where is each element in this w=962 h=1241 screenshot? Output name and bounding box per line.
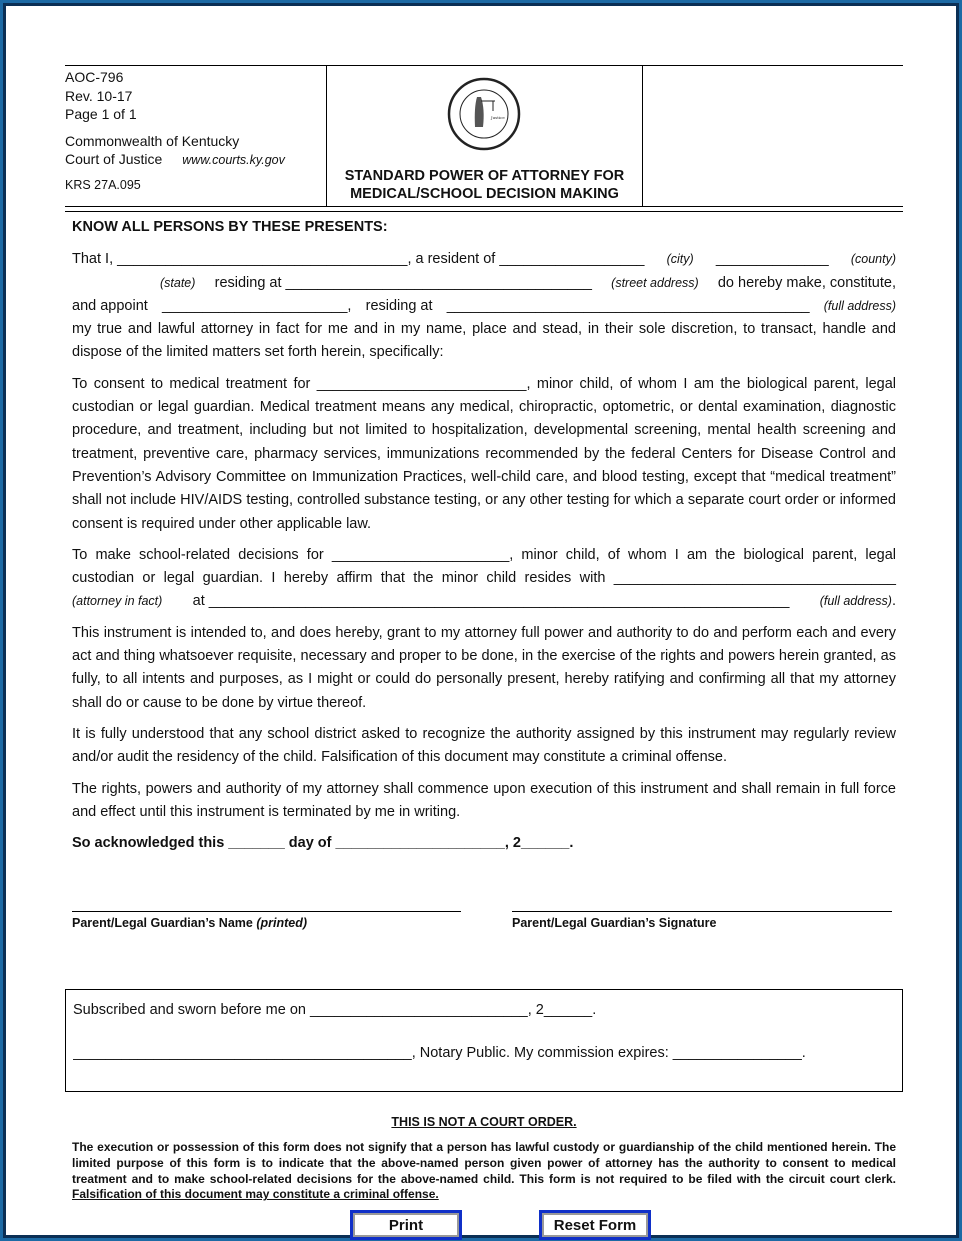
svg-text:Justice: Justice <box>491 115 505 120</box>
acknowledgment-line[interactable]: So acknowledged this _______ day of _____________________, 2______. <box>72 835 574 852</box>
attorney-address-line[interactable] <box>72 590 896 613</box>
city-label: (city) <box>666 252 694 267</box>
name-label: Parent/Legal Guardian’s Name (printed) <box>72 916 308 930</box>
reset-form-button[interactable]: Reset Form <box>539 1210 651 1240</box>
school-paragraph[interactable]: To make school-related decisions for ______________________, minor child, of whom I am the biological parent, legal custodian or legal guardian. I hereby affirm that the minor child resides with ___________________________________ <box>72 546 896 587</box>
notary-line[interactable]: __________________________________________, Notary Public. My commission expires: ________________. <box>73 1045 806 1061</box>
sworn-date-line[interactable]: Subscribed and sworn before me on ___________________________, 2______. <box>73 1002 597 1018</box>
state-label: (state) <box>160 275 196 290</box>
disclaimer-text <box>72 1140 896 1203</box>
statute: KRS 27A.095 <box>65 177 141 192</box>
full-address-label: (full address) <box>819 594 892 609</box>
street-address-label: (street address) <box>611 275 699 290</box>
appoint-line[interactable] <box>72 295 896 318</box>
header-divider <box>642 65 643 206</box>
notary-box <box>65 989 903 1092</box>
court-seal <box>447 77 521 151</box>
disclaimer-body: The execution or possession of this form does not signify that a person has lawful custody or guardianship of the child mentioned herein. The limited purpose of this form is to indicate that the above-named person given power of attorney has the authority to consent to medical treatment and to make school-related decisions for the above-named child. This form is not required to be filed with the circuit court clerk. <box>72 1140 896 1186</box>
court-line <box>65 150 285 170</box>
attorney-address-field[interactable]: _____________________________________________ <box>446 297 810 314</box>
county-label: (county) <box>850 252 896 267</box>
attorney-name-field[interactable]: _______________________, <box>161 297 352 314</box>
paragraph: my true and lawful attorney in fact for me and in my name, place and stead, in their sole discretion, to transact, handle and dispose of the limited matters set forth herein, specifically: <box>72 321 896 361</box>
header-bottom-rule <box>65 211 903 212</box>
print-button[interactable]: Print <box>350 1210 462 1240</box>
county-field[interactable]: ______________ <box>715 251 829 268</box>
form-page <box>3 3 959 1238</box>
form-number: AOC-796 <box>65 69 124 85</box>
text: residing at <box>365 297 433 314</box>
text: do hereby make, constitute, <box>717 274 896 291</box>
disclaimer-warning: Falsification of this document may constitute a criminal offense. <box>72 1187 439 1202</box>
title-line: MEDICAL/SCHOOL DECISION MAKING <box>350 186 619 202</box>
grantor-name-field[interactable]: That I, ____________________________________, a resident of __________________ <box>72 251 645 268</box>
address-line[interactable] <box>72 272 896 295</box>
title-line: STANDARD POWER OF ATTORNEY FOR <box>344 168 625 184</box>
medical-paragraph[interactable]: To consent to medical treatment for __________________________, minor child, of whom I am the biological parent, legal custodian or legal guardian. Medical treatment means any medical, chiropractic, optometric, or dental examination, diagnostic procedure, and treatment, including but not limited to hospitalization, developmental screening, mental health screening and treatment, preventive care, pharmacy services, immunizations recommended by the federal Centers for Disease Control and Prevention’s Advisory Committee on Immunization Practices, well-child care, and blood testing, except that “medical treatment” shall not include HIV/AIDS testing, controlled substance testing, or any other testing for which a separate court order or informed consent is required under other applicable law. <box>72 375 896 532</box>
court-name: Court of Justice <box>65 151 163 167</box>
header-bottom-rule <box>65 206 903 207</box>
page-title <box>327 167 642 203</box>
street-address-field[interactable]: residing at ______________________________________ <box>214 274 592 291</box>
section-heading: KNOW ALL PERSONS BY THESE PRESENTS: <box>72 219 388 235</box>
disclaimer-heading: THIS IS NOT A COURT ORDER. <box>391 1115 577 1129</box>
form-body <box>72 216 896 855</box>
full-address-label: (full address) <box>823 298 896 313</box>
form-meta <box>65 68 285 194</box>
grantor-line[interactable] <box>72 248 896 271</box>
revision: Rev. 10-17 <box>65 87 133 104</box>
name-signature-line[interactable] <box>72 911 461 912</box>
attorney-full-address-field[interactable]: at ________________________________________________________________________ <box>192 593 790 610</box>
text: . <box>891 593 896 610</box>
signature-line[interactable] <box>512 911 892 912</box>
text: and appoint <box>72 297 148 314</box>
printed-label: (printed) <box>256 916 308 930</box>
page-number: Page 1 of 1 <box>65 106 137 122</box>
paragraph: This instrument is intended to, and does hereby, grant to my attorney full power and authority to do and perform each and every act and thing whatsoever requisite, necessary and proper to be done, in the exercise of the rights and powers herein granted, as fully, to all intents and purposes, as I might or could do personally present, hereby ratifying and confirming all that my attorney shall do or cause to be done by virtue thereof. <box>72 624 896 711</box>
attorney-in-fact-label: (attorney in fact) <box>72 594 163 609</box>
website: www.courts.ky.gov <box>182 153 285 167</box>
header-top-rule <box>65 65 903 66</box>
paragraph: It is fully understood that any school district asked to recognize the authority assigned by this instrument may regularly review and/or audit the residency of the child. Falsification of this document may constitute a criminal offense. <box>72 725 896 766</box>
signature-label: Parent/Legal Guardian’s Signature <box>512 916 717 930</box>
paragraph: The rights, powers and authority of my attorney shall commence upon execution of this instrument and shall remain in full force and effect until this instrument is terminated by me in writing. <box>72 780 896 820</box>
state-name: Commonwealth of Kentucky <box>65 132 240 149</box>
